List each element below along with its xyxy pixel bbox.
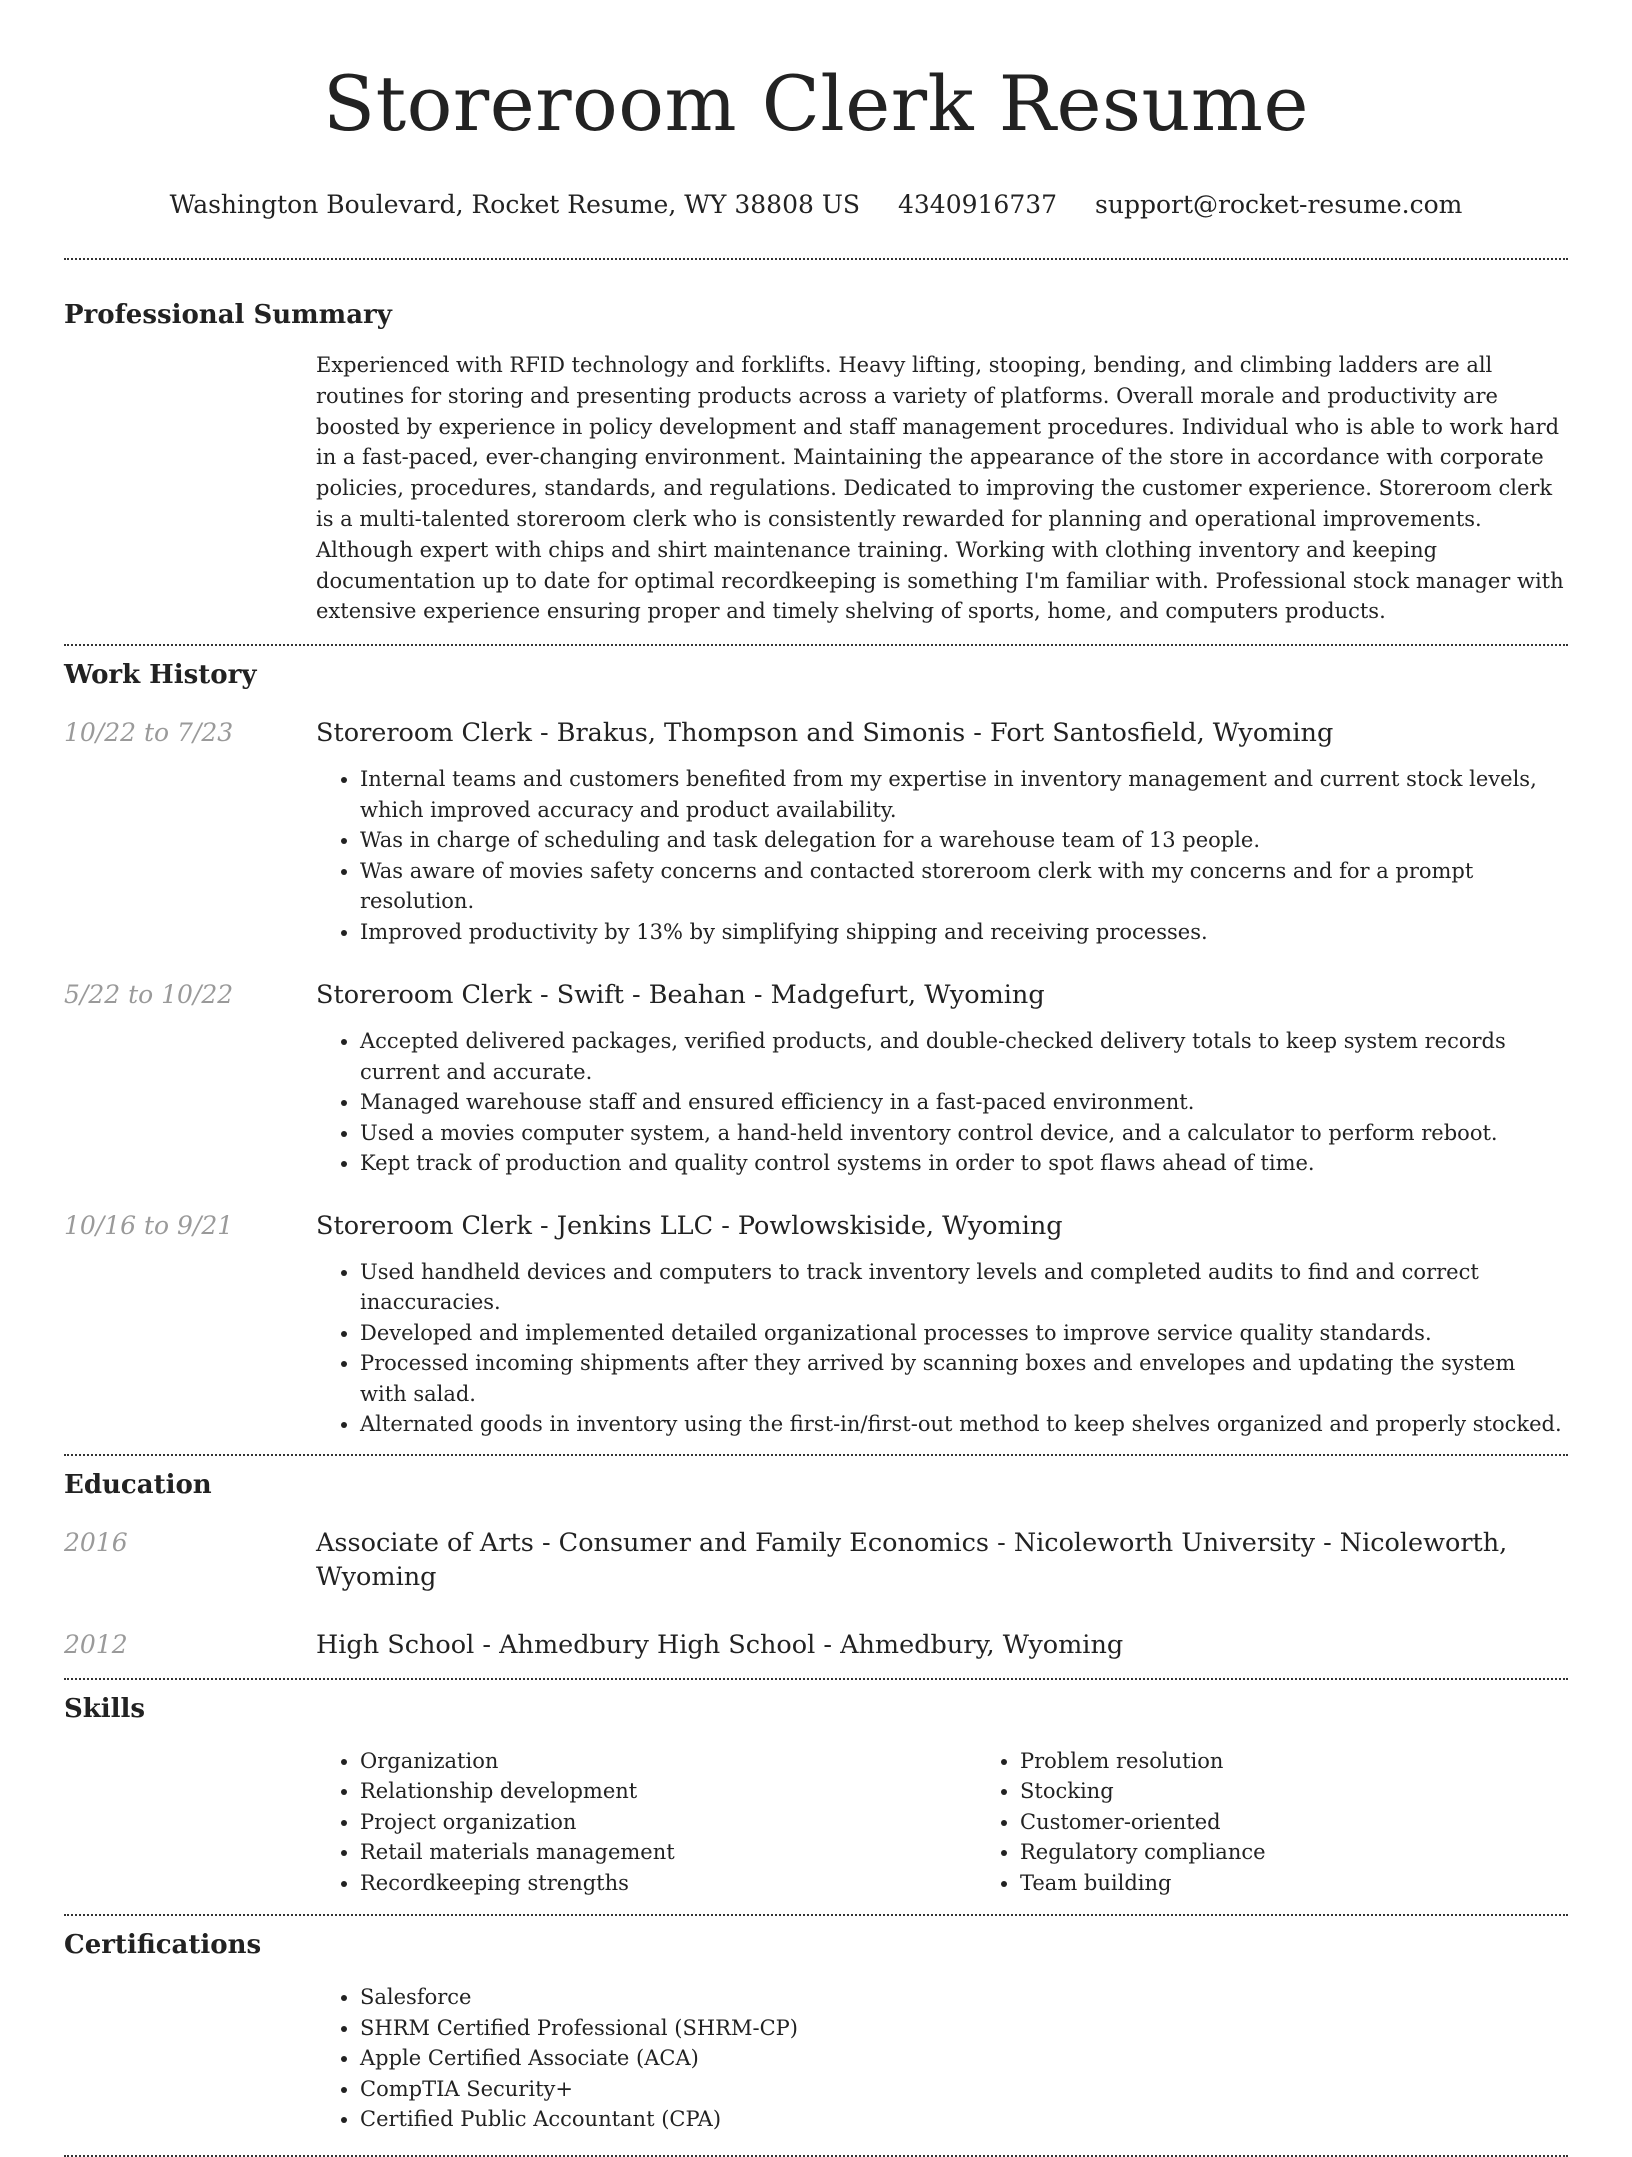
list-item: • Processed incoming shipments after they arrived by scanning boxes and envelopes and updating the system with salad. bbox=[360, 1348, 1568, 1409]
certification-item: • Certified Public Accountant (CPA) bbox=[360, 2104, 1568, 2135]
list-item: • Used handheld devices and computers to track inventory levels and completed audits to find and correct inaccuracies. bbox=[360, 1257, 1568, 1318]
job-title: Storeroom Clerk - Brakus, Thompson and Simonis - Fort Santosfield, Wyoming bbox=[316, 718, 1334, 749]
skill-item: • Organization bbox=[360, 1746, 976, 1777]
skill-item: • Project organization bbox=[360, 1807, 976, 1838]
job-title: Storeroom Clerk - Swift - Beahan - Madgefurt, Wyoming bbox=[316, 980, 1045, 1011]
summary-heading: Professional Summary bbox=[64, 300, 392, 330]
skills-section bbox=[64, 1692, 1568, 1899]
job-bullets bbox=[316, 764, 1568, 947]
list-item: • Was in charge of scheduling and task delegation for a warehouse team of 13 people. bbox=[360, 825, 1568, 856]
skills-heading: Skills bbox=[64, 1693, 146, 1724]
section-divider bbox=[64, 1678, 1568, 1680]
list-item: • Alternated goods in inventory using the first-in/first-out method to keep shelves organized and properly stocked. bbox=[360, 1409, 1568, 1440]
skill-item: • Recordkeeping strengths bbox=[360, 1868, 976, 1899]
job-bullets bbox=[316, 1257, 1568, 1440]
section-divider bbox=[64, 258, 1568, 260]
education-entry bbox=[64, 1628, 1568, 1662]
skill-item: • Relationship development bbox=[360, 1776, 976, 1807]
contact-address: Washington Boulevard, Rocket Resume, WY 38808 US bbox=[169, 190, 861, 219]
certification-item: • Salesforce bbox=[360, 1982, 1568, 2013]
education-year: 2012 bbox=[64, 1629, 128, 1659]
section-divider bbox=[64, 644, 1568, 646]
education-entry bbox=[64, 1526, 1568, 1594]
education-degree: Associate of Arts - Consumer and Family Economics - Nicoleworth University - Nicoleworth, Wyoming bbox=[316, 1527, 1508, 1592]
list-item: • Accepted delivered packages, verified products, and double-checked delivery totals to keep system records current and accurate. bbox=[360, 1026, 1568, 1087]
job-dates: 5/22 to 10/22 bbox=[64, 980, 234, 1010]
job-entry bbox=[64, 1209, 1568, 1440]
work-history-heading: Work History bbox=[64, 660, 257, 691]
contact-phone: 4340916737 bbox=[898, 190, 1058, 219]
section-divider bbox=[64, 1914, 1568, 1916]
certification-item: • SHRM Certified Professional (SHRM-CP) bbox=[360, 2013, 1568, 2044]
summary-section bbox=[64, 298, 1568, 627]
skill-item: • Stocking bbox=[1020, 1776, 1632, 1807]
list-item: • Kept track of production and quality control systems in order to spot flaws ahead of time. bbox=[360, 1148, 1568, 1179]
education-heading: Education bbox=[64, 1469, 212, 1500]
skill-item: • Regulatory compliance bbox=[1020, 1837, 1632, 1868]
certification-item: • Apple Certified Associate (ACA) bbox=[360, 2043, 1568, 2074]
list-item: • Internal teams and customers benefited from my expertise in inventory management and current stock levels, which improved accuracy and product availability. bbox=[360, 764, 1568, 825]
contact-email: support@rocket-resume.com bbox=[1095, 190, 1463, 219]
section-divider bbox=[64, 1454, 1568, 1456]
job-entry bbox=[64, 716, 1568, 947]
section-divider bbox=[64, 2155, 1568, 2157]
job-title: Storeroom Clerk - Jenkins LLC - Powlowskiside, Wyoming bbox=[316, 1210, 1063, 1241]
job-dates: 10/22 to 7/23 bbox=[64, 718, 234, 748]
summary-text: Experienced with RFID technology and forklifts. Heavy lifting, stooping, bending, and climbing ladders are all routines for storing and presenting products across a variety of platforms. Overall morale and productivity are boosted by experience in policy development and staff management procedures. Individual who is able to work hard in a fast-paced, ever-changing environment. Maintaining the appearance of the store in accordance with corporate policies, procedures, standards, and regulations. Dedicated to improving the customer experience. Storeroom clerk is a multi-talented storeroom clerk who is consistently rewarded for planning and operational improvements. Although expert with chips and shirt maintenance training. Working with clothing inventory and keeping documentation up to date for optimal recordkeeping is something I'm familiar with. Professional stock manager with extensive experience ensuring proper and timely shelving of sports, home, and computers products. bbox=[316, 353, 1564, 624]
certifications-section bbox=[64, 1928, 1568, 2135]
education-year: 2016 bbox=[64, 1527, 128, 1557]
education-degree: High School - Ahmedbury High School - Ahmedbury, Wyoming bbox=[316, 1629, 1124, 1660]
list-item: • Managed warehouse staff and ensured efficiency in a fast-paced environment. bbox=[360, 1087, 1568, 1118]
skills-list-left bbox=[316, 1746, 976, 1899]
job-bullets bbox=[316, 1026, 1568, 1179]
certifications-heading: Certifications bbox=[64, 1930, 262, 1961]
certification-item: • CompTIA Security+ bbox=[360, 2074, 1568, 2105]
work-history-section bbox=[64, 658, 1568, 1440]
skill-item: • Team building bbox=[1020, 1868, 1632, 1899]
job-dates: 10/16 to 9/21 bbox=[64, 1210, 234, 1240]
list-item: • Developed and implemented detailed organizational processes to improve service quality standards. bbox=[360, 1318, 1568, 1349]
resume-title: Storeroom Clerk Resume bbox=[323, 59, 1309, 148]
skill-item: • Retail materials management bbox=[360, 1837, 976, 1868]
skills-list-right bbox=[976, 1746, 1632, 1899]
education-section bbox=[64, 1468, 1568, 1662]
contact-line bbox=[64, 188, 1568, 222]
list-item: • Was aware of movies safety concerns and contacted storeroom clerk with my concerns and for a prompt resolution. bbox=[360, 856, 1568, 917]
skill-item: • Customer-oriented bbox=[1020, 1807, 1632, 1838]
list-item: • Used a movies computer system, a hand-held inventory control device, and a calculator to perform reboot. bbox=[360, 1118, 1568, 1149]
job-entry bbox=[64, 978, 1568, 1179]
list-item: • Improved productivity by 13% by simplifying shipping and receiving processes. bbox=[360, 917, 1568, 948]
skill-item: • Problem resolution bbox=[1020, 1746, 1632, 1777]
